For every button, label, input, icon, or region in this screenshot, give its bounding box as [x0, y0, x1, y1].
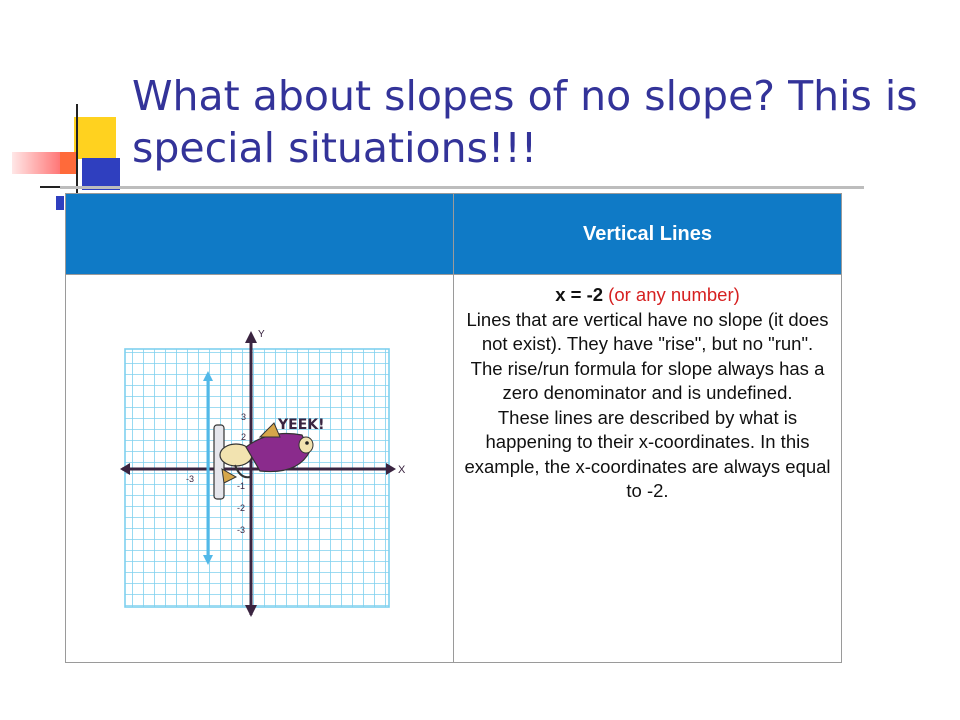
- decor-vertical-line: [76, 104, 78, 194]
- x-axis-arrow-right: [386, 463, 396, 475]
- x-axis-label: X: [397, 463, 405, 476]
- table-header-row: [66, 194, 842, 275]
- decor-yellow-square: [74, 117, 116, 159]
- tick-label-y-3: 3: [240, 411, 246, 422]
- y-axis-arrow-down: [245, 605, 257, 617]
- slide-title: What about slopes of no slope? This is special situations!!!: [132, 72, 918, 172]
- decor-blue-small: [56, 196, 64, 210]
- y-axis-label: Y: [257, 328, 265, 340]
- equation-note: (or any number): [603, 284, 740, 305]
- table-body-row: [66, 275, 842, 663]
- explanation-paragraph-1: Lines that are vertical have no slope (it does not exist). They have "rise", but no "run". The rise/run formula for slope always has a zero denominator and is undefined.: [466, 308, 829, 403]
- coordinate-graph: [110, 319, 410, 619]
- tick-label-y-neg1: -1: [236, 480, 245, 491]
- slope-table: [65, 193, 842, 663]
- equation-text: x = -2: [555, 284, 604, 305]
- graph-cell: [66, 275, 454, 663]
- y-axis-arrow-up: [245, 331, 257, 343]
- header-vertical-lines: Vertical Lines: [454, 194, 842, 275]
- explanation-paragraph-2: These lines are described by what is happening to their x-coordinates. In this example, the x-coordinates are always equal to -2.: [464, 406, 831, 501]
- yeek-caption: YEEK!: [277, 416, 324, 433]
- tick-label-y-neg2: -2: [236, 502, 245, 513]
- header-left-cell: [66, 194, 454, 275]
- title-divider: [60, 186, 864, 189]
- tick-label-x-neg3: -3: [185, 473, 194, 484]
- equation-line: [464, 283, 831, 308]
- tick-label-y-2: 2: [240, 431, 246, 442]
- grid-background: [125, 349, 389, 607]
- explanation-cell: [454, 275, 842, 663]
- tick-label-y-neg3: -3: [236, 524, 245, 535]
